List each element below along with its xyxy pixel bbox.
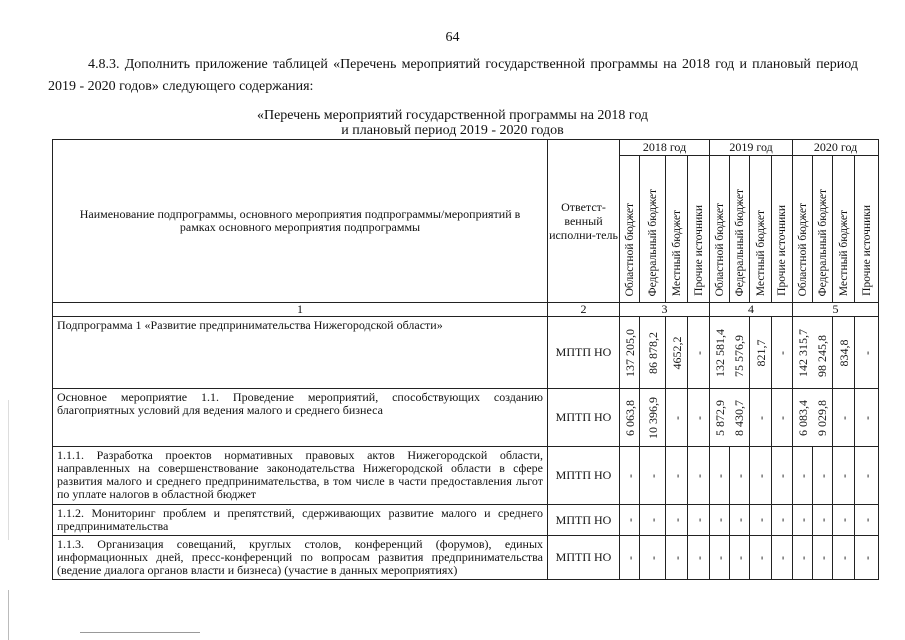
- table-row: [53, 536, 879, 580]
- row-value-text: -: [815, 518, 830, 522]
- row-value: [772, 389, 793, 447]
- row-value-text: -: [732, 518, 747, 522]
- row-value: [666, 389, 688, 447]
- header-source-2-1: [813, 156, 833, 303]
- header-name: Наименование подпрограммы, основного мероприятия подпрограммы/мероприятий в рамках основного мероприятия подпрограммы: [53, 140, 548, 303]
- row-value-text: -: [836, 555, 851, 560]
- row-value: [772, 536, 793, 580]
- row-value-text: -: [669, 473, 684, 478]
- row-value-text: 142 315,7 98 245,8: [795, 328, 829, 377]
- row-value: [666, 505, 688, 536]
- row-responsible: МПТП НО: [548, 505, 620, 536]
- row-value-text: -: [775, 415, 790, 420]
- footnote-line: [80, 632, 200, 633]
- row-value: [813, 536, 833, 580]
- row-value-text: -: [622, 555, 637, 560]
- page-number: 64: [445, 30, 460, 45]
- row-value: [710, 505, 730, 536]
- row-value-text: -: [753, 555, 768, 560]
- header-source-label: Областной бюджет: [623, 202, 636, 296]
- row-name: Подпрограмма 1 «Развитие предпринимательства Нижегородской области»: [53, 317, 548, 389]
- row-value-text: -: [691, 473, 706, 478]
- row-value-text: -: [669, 555, 684, 560]
- row-name: Основное мероприятие 1.1. Проведение мероприятий, способствующих созданию благоприятных условий для ведения малого и среднего бизнеса: [53, 389, 548, 447]
- row-value-text: 6 063,8: [622, 399, 637, 436]
- row-value: [620, 505, 640, 536]
- row-responsible: МПТП НО: [548, 536, 620, 580]
- row-value: [750, 505, 772, 536]
- row-value-text: -: [836, 518, 851, 522]
- header-year-2019: 2019 год: [710, 140, 793, 156]
- row-value: [813, 505, 833, 536]
- row-value-text: -: [622, 518, 637, 522]
- header-source-1-2: [750, 156, 772, 303]
- row-name: 1.1.1. Разработка проектов нормативных правовых актов Нижегородской области, направленных на совершенствование законодательства Нижегородской области в сфере развития малого и среднего предпринимательства, в том числе в части предоставления льгот по уплате налогов в областной бюджет: [53, 447, 548, 505]
- header-source-label: Местный бюджет: [754, 209, 767, 296]
- header-source-label: Федеральный бюджет: [646, 188, 659, 296]
- row-value: [620, 389, 640, 447]
- row-value-text: -: [775, 350, 790, 355]
- row-responsible: МПТП НО: [548, 317, 620, 389]
- row-value: [620, 317, 640, 389]
- row-value: [855, 447, 879, 505]
- col-number-2: 2: [548, 303, 620, 317]
- row-value: [640, 536, 666, 580]
- row-value-text: -: [732, 473, 747, 478]
- header-source-label: Прочие источники: [860, 205, 873, 296]
- row-value: [833, 447, 855, 505]
- row-value-text: -: [815, 555, 830, 560]
- header-source-0-3: [688, 156, 710, 303]
- row-value-text: -: [732, 555, 747, 560]
- row-value: [750, 389, 772, 447]
- header-source-0-1: [640, 156, 666, 303]
- row-name: 1.1.2. Мониторинг проблем и препятствий, сдерживающих развитие малого и среднего предпринимательства: [53, 505, 548, 536]
- row-value: [793, 389, 833, 447]
- row-value: [666, 536, 688, 580]
- row-value-text: -: [795, 473, 810, 478]
- row-value: [730, 447, 750, 505]
- row-value-text: -: [645, 518, 660, 522]
- row-value-text: -: [691, 350, 706, 355]
- header-source-label: Областной бюджет: [796, 202, 809, 296]
- col-number-3: 3: [620, 303, 710, 317]
- row-value: [750, 317, 772, 389]
- header-source-0-2: [666, 156, 688, 303]
- row-value-text: 132 581,4 75 576,9: [712, 328, 746, 377]
- row-value-text: -: [859, 473, 874, 478]
- header-responsible: Ответст-венный исполни-тель: [548, 140, 620, 303]
- row-value: [640, 389, 666, 447]
- row-value-text: -: [775, 473, 790, 478]
- header-source-label: Федеральный бюджет: [816, 188, 829, 296]
- header-source-label: Федеральный бюджет: [733, 188, 746, 296]
- row-value-text: -: [795, 555, 810, 560]
- row-value: [833, 536, 855, 580]
- row-value-text: -: [622, 473, 637, 478]
- row-value: [710, 317, 750, 389]
- col-number-4: 4: [710, 303, 793, 317]
- table-row: [53, 389, 879, 447]
- table-title-line1: «Перечень мероприятий государственной программы на 2018 год: [256, 108, 649, 123]
- header-source-label: Местный бюджет: [670, 209, 683, 296]
- row-value: [750, 447, 772, 505]
- row-value: [750, 536, 772, 580]
- row-value: [688, 389, 710, 447]
- row-value-text: -: [775, 555, 790, 560]
- row-value: [666, 317, 688, 389]
- header-source-label: Прочие источники: [692, 205, 705, 296]
- table-row: [53, 505, 879, 536]
- row-value-text: -: [669, 415, 684, 420]
- row-value-text: 10 396,9: [645, 396, 660, 439]
- row-value: [772, 317, 793, 389]
- header-source-label: Областной бюджет: [713, 202, 726, 296]
- row-responsible: МПТП НО: [548, 447, 620, 505]
- row-value-text: 821,7: [753, 339, 768, 366]
- scan-margin-line: [8, 400, 9, 540]
- row-value-text: -: [836, 415, 851, 420]
- row-value-text: -: [859, 555, 874, 560]
- row-value-text: -: [691, 555, 706, 560]
- header-source-label: Прочие источники: [776, 205, 789, 296]
- row-value-text: -: [753, 518, 768, 522]
- row-value-text: -: [836, 473, 851, 478]
- header-source-2-0: [793, 156, 813, 303]
- row-value: [710, 536, 730, 580]
- row-value-text: -: [712, 518, 727, 522]
- row-value: [710, 447, 730, 505]
- row-value-text: -: [712, 473, 727, 478]
- header-source-1-1: [730, 156, 750, 303]
- header-year-2020: 2020 год: [793, 140, 879, 156]
- col-number-5: 5: [793, 303, 879, 317]
- row-value: [730, 505, 750, 536]
- row-value: [640, 505, 666, 536]
- row-value: [855, 536, 879, 580]
- row-value: [688, 447, 710, 505]
- row-value-text: -: [691, 518, 706, 522]
- row-value: [730, 536, 750, 580]
- row-value-text: -: [859, 415, 874, 420]
- header-source-0-0: [620, 156, 640, 303]
- row-value-text: -: [815, 473, 830, 478]
- row-value-text: -: [645, 555, 660, 560]
- row-value: [710, 389, 750, 447]
- row-value: [688, 536, 710, 580]
- header-source-1-3: [772, 156, 793, 303]
- row-value: [833, 389, 855, 447]
- row-value: [793, 447, 813, 505]
- row-value: [772, 447, 793, 505]
- intro-paragraph: 4.8.3. Дополнить приложение таблицей «Перечень мероприятий государственной программы на 2018 год и плановый период 2019 - 2020 годов» следующего содержания:: [48, 57, 858, 94]
- row-value-text: -: [859, 518, 874, 522]
- row-value-text: -: [645, 473, 660, 478]
- table-title-line2: и плановый период 2019 - 2020 годов: [341, 123, 564, 138]
- row-value-text: -: [753, 415, 768, 420]
- row-value-text: -: [775, 518, 790, 522]
- row-value: [833, 317, 855, 389]
- col-number-1: 1: [53, 303, 548, 317]
- header-year-2018: 2018 год: [620, 140, 710, 156]
- row-value: [833, 505, 855, 536]
- row-value-text: 5 872,9 8 430,7: [712, 399, 746, 436]
- row-value: [688, 317, 710, 389]
- row-value-text: -: [795, 518, 810, 522]
- row-value: [855, 317, 879, 389]
- scan-margin-line-lower: [8, 590, 9, 640]
- program-measures-table: [52, 139, 879, 580]
- row-value-text: -: [753, 473, 768, 478]
- row-value-text: 4652,2: [669, 336, 684, 369]
- row-value-text: -: [669, 518, 684, 522]
- row-name: 1.1.3. Организация совещаний, круглых столов, конференций (форумов), единых информационных дней, пресс-конференций по вопросам развития предпринимательства (ведение диалога органов власти и бизнеса) (участие в данных мероприятиях): [53, 536, 548, 580]
- row-value-text: 137 205,0: [622, 328, 637, 377]
- table-row: [53, 447, 879, 505]
- row-value: [640, 317, 666, 389]
- row-value: [793, 317, 833, 389]
- row-value-text: 834,8: [836, 339, 851, 366]
- row-value: [688, 505, 710, 536]
- row-value: [813, 447, 833, 505]
- row-value: [666, 447, 688, 505]
- row-responsible: МПТП НО: [548, 389, 620, 447]
- row-value-text: -: [859, 350, 874, 355]
- row-value: [772, 505, 793, 536]
- row-value-text: 6 083,4 9 029,8: [795, 399, 829, 436]
- table-row: [53, 317, 879, 389]
- row-value: [640, 447, 666, 505]
- row-value: [855, 389, 879, 447]
- row-value: [793, 536, 813, 580]
- row-value: [620, 536, 640, 580]
- header-source-2-3: [855, 156, 879, 303]
- row-value: [793, 505, 813, 536]
- row-value-text: -: [691, 415, 706, 420]
- header-source-2-2: [833, 156, 855, 303]
- row-value: [855, 505, 879, 536]
- row-value-text: 86 878,2: [645, 331, 660, 374]
- row-value: [620, 447, 640, 505]
- row-value-text: -: [712, 555, 727, 560]
- header-source-label: Местный бюджет: [837, 209, 850, 296]
- header-source-1-0: [710, 156, 730, 303]
